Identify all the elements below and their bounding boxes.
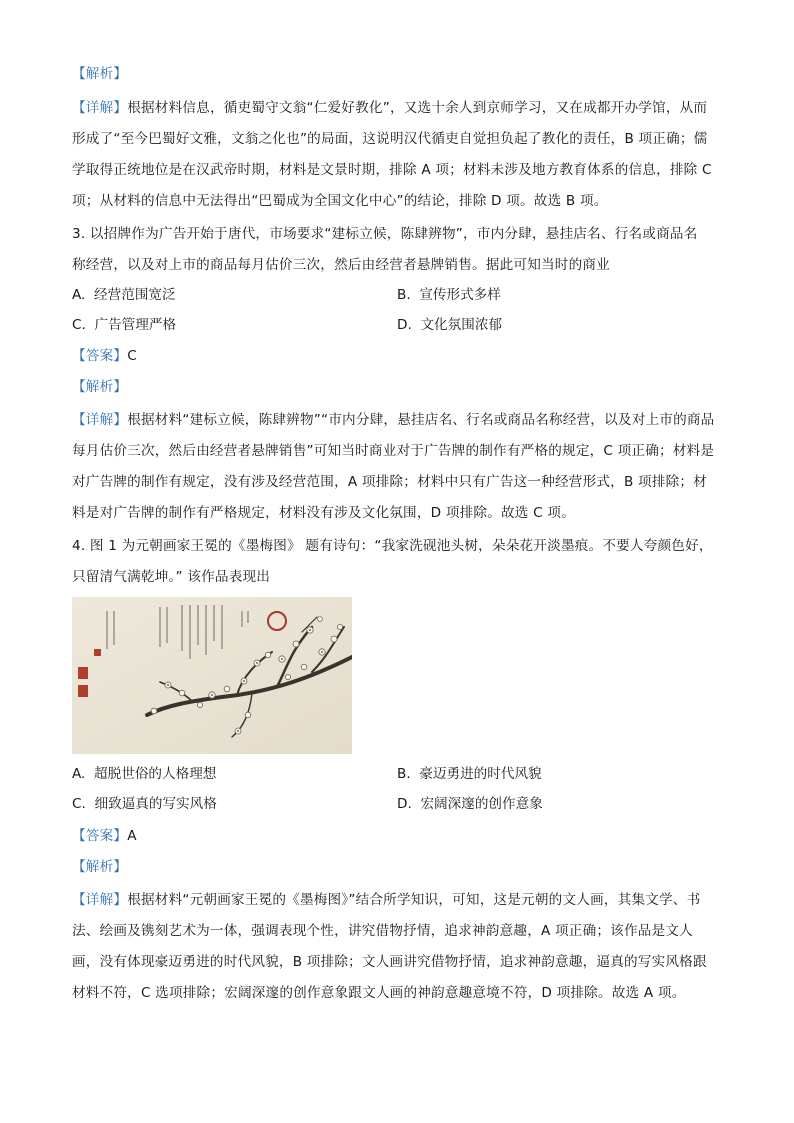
- answer-label: 【答案】: [72, 348, 128, 364]
- detail-line: 【详解】根据材料信息，循吏蜀守文翁“仁爱好教化”，又选十余人到京师学习，又在成都开办学馆，从而: [72, 100, 708, 116]
- detail-line: 画，没有体现豪迈勇进的时代风貌，B 项排除；文人画讲究借物抒情，追求神韵意趣，逼真的写实风格跟: [72, 954, 707, 970]
- option-a: A. 经营范围宽泛: [72, 287, 176, 303]
- detail-line: 【详解】根据材料“元朝画家王冕的《墨梅图》”结合所学知识，可知，这是元朝的文人画，其集文学、书: [72, 892, 701, 908]
- plum-painting-graphic: [72, 597, 352, 754]
- option-a: A. 超脱世俗的人格理想: [72, 766, 217, 782]
- detail-line: 法、绘画及镌刻艺术为一体，强调表现个性，讲究借物抒情，追求神韵意趣，A 项正确；该作品是文人: [72, 923, 693, 939]
- option-b: B. 宣传形式多样: [397, 287, 501, 303]
- detail-label: 【详解】: [72, 412, 128, 428]
- detail-line: 【详解】根据材料“建标立候，陈肆辨物”“市内分肆，悬挂店名、行名或商品名称经营，以及对上市的商品: [72, 412, 715, 428]
- question-3-stem: 称经营，以及对上市的商品每月估价三次，然后由经营者悬牌销售。据此可知当时的商业: [72, 257, 610, 273]
- detail-line: 每月估价三次，然后由经营者悬牌销售”可知当时商业对于广告牌的制作有严格的规定，C 项正确；材料是: [72, 443, 715, 459]
- answer-line: [72, 346, 722, 366]
- detail-line: 项；从材料的信息中无法得出“巴蜀成为全国文化中心”的结论，排除 D 项。故选 B 项。: [72, 193, 608, 209]
- analysis-label: 【解析】: [72, 379, 128, 395]
- detail-label: 【详解】: [72, 892, 128, 908]
- option-d: D. 文化氛围浓郁: [397, 317, 503, 333]
- option-c: C. 细致逼真的写实风格: [72, 796, 217, 812]
- detail-line: 形成了“至今巴蜀好文雅，文翁之化也”的局面，这说明汉代循吏自觉担负起了教化的责任，B 项正确；儒: [72, 131, 708, 147]
- question-3-stem: 3. 以招牌作为广告开始于唐代，市场要求“建标立候，陈肆辨物”，市内分肆，悬挂店名、行名或商品名: [72, 226, 698, 242]
- answer-line: [72, 826, 722, 846]
- answer-label: 【答案】: [72, 828, 128, 844]
- option-c: C. 广告管理严格: [72, 317, 177, 333]
- detail-line: 料是对广告牌的制作有严格规定，材料没有涉及文化氛围，D 项排除。故选 C 项。: [72, 505, 575, 521]
- detail-label: 【详解】: [72, 100, 128, 116]
- answer-value: C: [127, 348, 137, 364]
- analysis-label: 【解析】: [72, 859, 128, 875]
- question-4-stem: 4. 图 1 为元朝画家王冕的《墨梅图》 题有诗句：“我家洗砚池头树，朵朵花开淡墨痕。不要人夸颜色好，: [72, 538, 713, 554]
- detail-line: 对广告牌的制作有规定，没有涉及经营范围，A 项排除；材料中只有广告这一种经营形式，B 项排除；材: [72, 474, 707, 490]
- question-4-stem: 只留清气满乾坤。” 该作品表现出: [72, 569, 271, 585]
- answer-value: A: [127, 828, 137, 844]
- analysis-label: 【解析】: [72, 66, 128, 82]
- detail-line: 学取得正统地位是在汉武帝时期，材料是文景时期，排除 A 项；材料未涉及地方教育体系的信息，排除 C: [72, 162, 712, 178]
- option-d: D. 宏阔深邃的创作意象: [397, 796, 543, 812]
- plum-blossom-painting: [72, 597, 352, 754]
- detail-line: 材料不符，C 选项排除；宏阔深邃的创作意象跟文人画的神韵意趣意境不符，D 项排除。故选 A 项。: [72, 985, 686, 1001]
- option-b: B. 豪迈勇进的时代风貌: [397, 766, 542, 782]
